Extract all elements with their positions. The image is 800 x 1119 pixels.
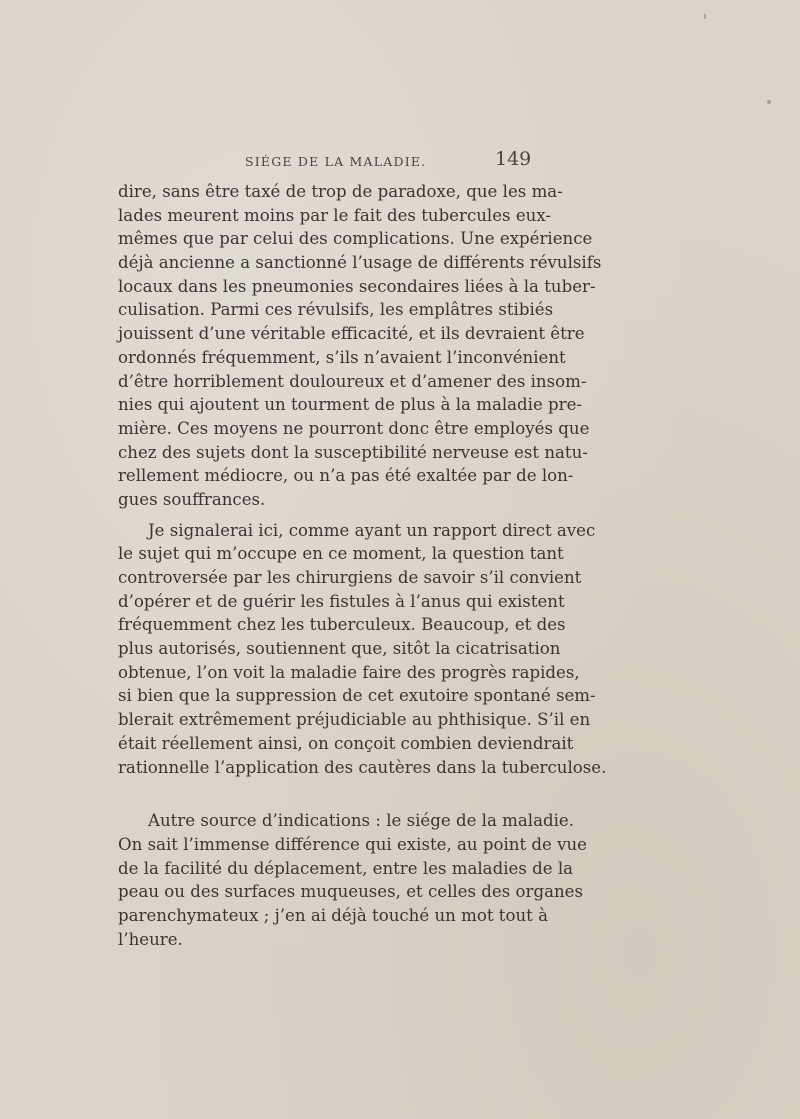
- paragraph-gap: [118, 512, 532, 519]
- text-line: mière. Ces moyens ne pourront donc être employés que: [118, 418, 590, 438]
- text-line: fréquemment chez les tuberculeux. Beaucoup, et des: [118, 615, 566, 635]
- ink-speck: [704, 14, 706, 19]
- text-line: l’heure.: [118, 929, 183, 949]
- text-line: d’opérer et de guérir les fistules à l’anus qui existent: [118, 591, 565, 611]
- text-line: obtenue, l’on voit la maladie faire des progrès rapides,: [118, 662, 580, 682]
- text-line: d’être horriblement douloureux et d’amener des insom-: [118, 371, 587, 391]
- section-gap: [118, 779, 532, 809]
- text-line: Je signalerai ici, comme ayant un rapport direct avec: [148, 520, 596, 540]
- text-line: rationnelle l’application des cautères dans la tuberculose.: [118, 757, 607, 777]
- paragraph: [118, 180, 602, 512]
- page-number: 149: [495, 148, 532, 170]
- text-line: rellement médiocre, ou n’a pas été exaltée par de lon-: [118, 466, 574, 486]
- text-line: lades meurent moins par le fait des tubercules eux-: [118, 205, 552, 225]
- text-line: était réellement ainsi, on conçoit combien deviendrait: [118, 733, 574, 753]
- text-line: gues souffrances.: [118, 489, 266, 509]
- text-line: parenchymateux ; j’en ai déjà touché un mot tout à: [118, 905, 548, 925]
- text-line: dire, sans être taxé de trop de paradoxe, que les ma-: [118, 182, 563, 201]
- paragraph: [118, 809, 588, 951]
- text-line: mêmes que par celui des complications. Une expérience: [118, 229, 593, 249]
- text-line: plus autorisés, soutiennent que, sitôt la cicatrisation: [118, 639, 561, 659]
- text-line: ordonnés fréquemment, s’ils n’avaient l’inconvénient: [118, 347, 566, 367]
- text-line: Autre source d’indications : le siége de la maladie.: [148, 811, 575, 831]
- text-line: controversée par les chirurgiens de savoir s’il convient: [118, 568, 582, 587]
- text-line: jouissent d’une véritable efficacité, et ils devraient être: [118, 324, 585, 344]
- ink-spot: [767, 100, 771, 104]
- text-line: blerait extrêmement préjudiciable au phthisique. S’il en: [118, 710, 591, 730]
- paragraph: [118, 519, 607, 780]
- text-line: chez des sujets dont la susceptibilité nerveuse est natu-: [118, 442, 588, 462]
- text-line: de la facilité du déplacement, entre les maladies de la: [118, 858, 574, 878]
- text-line: culisation. Parmi ces révulsifs, les emplâtres stibiés: [118, 300, 554, 320]
- text-line: On sait l’immense différence qui existe, au point de vue: [118, 834, 588, 854]
- text-line: locaux dans les pneumonies secondaires liées à la tuber-: [118, 276, 596, 296]
- body-text: [118, 180, 607, 951]
- text-line: peau ou des surfaces muqueuses, et celles des organes: [118, 882, 583, 902]
- text-line: déjà ancienne a sanctionné l’usage de différents révulsifs: [118, 253, 602, 273]
- running-head: SIÉGE DE LA MALADIE.: [245, 154, 427, 169]
- text-line: si bien que la suppression de cet exutoire spontané sem-: [118, 686, 596, 706]
- text-line: nies qui ajoutent un tourment de plus à la maladie pre-: [118, 395, 583, 415]
- text-line: le sujet qui m’occupe en ce moment, la question tant: [118, 544, 564, 564]
- page-header: [245, 148, 545, 176]
